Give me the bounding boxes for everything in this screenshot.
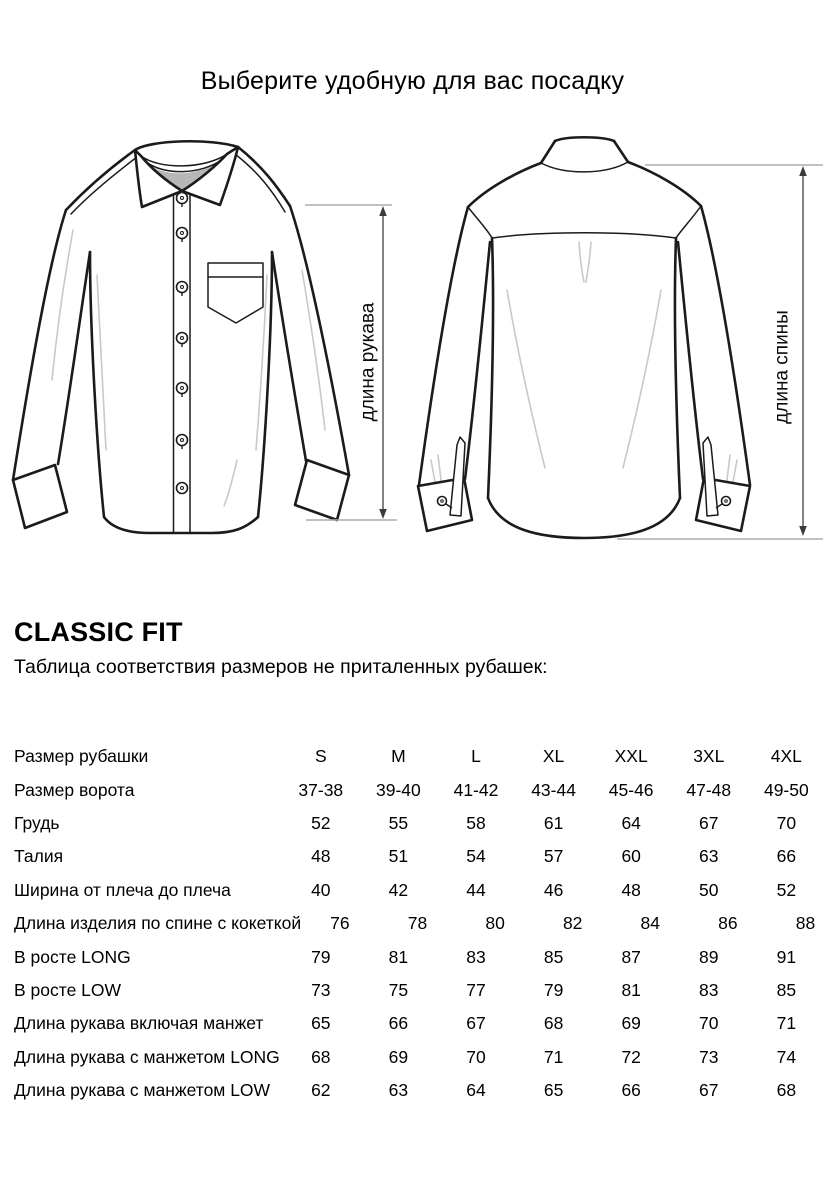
- size-value-cell: S: [314, 746, 327, 767]
- size-table: [14, 740, 825, 1107]
- size-value-cell: 85: [543, 946, 564, 967]
- table-row: [14, 773, 825, 806]
- size-value-cell: 60: [621, 846, 641, 867]
- size-value-cell: XXL: [614, 746, 648, 767]
- size-value-cell: 79: [311, 946, 331, 967]
- size-value-cell: 71: [543, 1046, 564, 1067]
- size-value-cell: 66: [621, 1080, 641, 1101]
- row-label: Длина изделия по спине с кокеткой: [14, 913, 302, 934]
- size-value-cell: 82: [562, 913, 583, 934]
- size-value-cell: 41-42: [453, 779, 499, 800]
- size-value-cell: 46: [543, 879, 564, 900]
- table-row: [14, 1007, 825, 1040]
- table-row: [14, 974, 825, 1007]
- size-value-cell: 83: [699, 979, 719, 1000]
- size-value-cell: 71: [776, 1013, 797, 1034]
- size-value-cell: 87: [621, 946, 641, 967]
- size-value-cell: 4XL: [770, 746, 802, 767]
- size-value-cell: 76: [330, 913, 350, 934]
- size-value-cell: 86: [718, 913, 738, 934]
- row-label: Длина рукава с манжетом LOW: [14, 1080, 271, 1101]
- size-value-cell: 72: [621, 1046, 641, 1067]
- shirt-diagrams: [0, 130, 825, 600]
- size-value-cell: 70: [699, 1013, 719, 1034]
- size-value-cell: 64: [621, 812, 641, 833]
- back-collar: [541, 137, 628, 172]
- button-icon: [177, 282, 188, 297]
- size-value-cell: 43-44: [531, 779, 576, 800]
- table-row: [14, 840, 825, 873]
- size-value-cell: 57: [543, 846, 564, 867]
- fit-heading: CLASSIC FIT: [14, 617, 183, 647]
- size-value-cell: 77: [466, 979, 486, 1000]
- size-value-cell: 52: [776, 879, 797, 900]
- back-length-dimension-label: длина спины: [771, 310, 793, 424]
- size-value-cell: 70: [776, 812, 797, 833]
- row-label: Длина рукава включая манжет: [14, 1013, 264, 1034]
- row-label: Размер ворота: [14, 779, 135, 800]
- chest-pocket: [208, 263, 263, 323]
- size-value-cell: 68: [543, 1013, 564, 1034]
- size-value-cell: XL: [542, 746, 565, 767]
- size-value-cell: 80: [485, 913, 505, 934]
- button-icon: [177, 193, 188, 208]
- size-value-cell: 88: [795, 913, 816, 934]
- button-icon: [177, 435, 188, 450]
- row-label: В росте LOW: [14, 979, 122, 1000]
- size-value-cell: 83: [466, 946, 486, 967]
- size-value-cell: 65: [311, 1013, 331, 1034]
- table-row: [14, 874, 825, 907]
- size-value-cell: 54: [466, 846, 486, 867]
- button-icon: [177, 228, 188, 243]
- row-label: Длина рукава с манжетом LONG: [14, 1046, 280, 1067]
- size-value-cell: 81: [621, 979, 641, 1000]
- size-value-cell: L: [471, 746, 481, 767]
- size-value-cell: 62: [311, 1080, 331, 1101]
- size-value-cell: 48: [311, 846, 331, 867]
- button-icon: [177, 383, 188, 398]
- size-value-cell: 45-46: [608, 779, 654, 800]
- size-value-cell: 55: [388, 812, 409, 833]
- size-value-cell: 39-40: [376, 779, 421, 800]
- back-body: [418, 162, 750, 538]
- size-value-cell: 3XL: [693, 746, 725, 767]
- table-row: [14, 907, 825, 940]
- size-value-cell: 44: [466, 879, 486, 900]
- size-value-cell: M: [391, 746, 406, 767]
- page-title: Выберите удобную для вас посадку: [200, 66, 625, 95]
- size-value-cell: 73: [699, 1046, 719, 1067]
- size-value-cell: 67: [699, 1080, 719, 1101]
- size-value-cell: 78: [407, 913, 428, 934]
- row-label: Грудь: [14, 812, 60, 833]
- button-icon: [177, 333, 188, 348]
- table-row: [14, 807, 825, 840]
- size-value-cell: 75: [388, 979, 409, 1000]
- row-label: В росте LONG: [14, 946, 131, 967]
- size-value-cell: 51: [388, 846, 409, 867]
- row-label: Размер рубашки: [14, 746, 149, 767]
- size-value-cell: 70: [466, 1046, 486, 1067]
- front-left-cuff: [13, 465, 67, 528]
- size-value-cell: 61: [543, 812, 564, 833]
- size-value-cell: 69: [621, 1013, 641, 1034]
- size-value-cell: 69: [388, 1046, 409, 1067]
- size-value-cell: 66: [776, 846, 797, 867]
- size-value-cell: 63: [388, 1080, 409, 1101]
- size-value-cell: 52: [311, 812, 331, 833]
- front-right-cuff: [295, 460, 349, 520]
- table-row: [14, 940, 825, 973]
- size-value-cell: 68: [311, 1046, 331, 1067]
- size-value-cell: 37-38: [298, 779, 344, 800]
- size-value-cell: 79: [543, 979, 564, 1000]
- table-row: [14, 740, 825, 773]
- size-value-cell: 40: [311, 879, 331, 900]
- size-value-cell: 91: [776, 946, 797, 967]
- size-value-cell: 67: [466, 1013, 486, 1034]
- size-value-cell: 85: [776, 979, 797, 1000]
- size-value-cell: 42: [388, 879, 409, 900]
- table-row: [14, 1074, 825, 1107]
- size-value-cell: 65: [543, 1080, 564, 1101]
- size-value-cell: 64: [466, 1080, 486, 1101]
- table-caption: Таблица соответствия размеров не приталенных рубашек:: [14, 656, 548, 678]
- table-row: [14, 1041, 825, 1074]
- row-label: Талия: [14, 846, 64, 867]
- size-value-cell: 89: [699, 946, 719, 967]
- size-value-cell: 63: [699, 846, 719, 867]
- size-value-cell: 58: [466, 812, 486, 833]
- row-label: Ширина от плеча до плеча: [14, 879, 231, 900]
- size-value-cell: 68: [776, 1080, 797, 1101]
- size-value-cell: 47-48: [686, 779, 732, 800]
- size-value-cell: 74: [776, 1046, 797, 1067]
- size-value-cell: 84: [640, 913, 661, 934]
- shirt-back-drawing: [412, 130, 825, 600]
- size-value-cell: 67: [699, 812, 719, 833]
- size-value-cell: 66: [388, 1013, 409, 1034]
- button-icon: [177, 483, 188, 494]
- size-value-cell: 49-50: [763, 779, 809, 800]
- size-value-cell: 73: [311, 979, 331, 1000]
- size-value-cell: 48: [621, 879, 641, 900]
- shirt-front-drawing: [0, 130, 412, 600]
- front-buttons: [177, 193, 188, 494]
- size-value-cell: 81: [388, 946, 409, 967]
- sleeve-length-dimension-label: длина рукава: [357, 302, 379, 422]
- size-value-cell: 50: [699, 879, 719, 900]
